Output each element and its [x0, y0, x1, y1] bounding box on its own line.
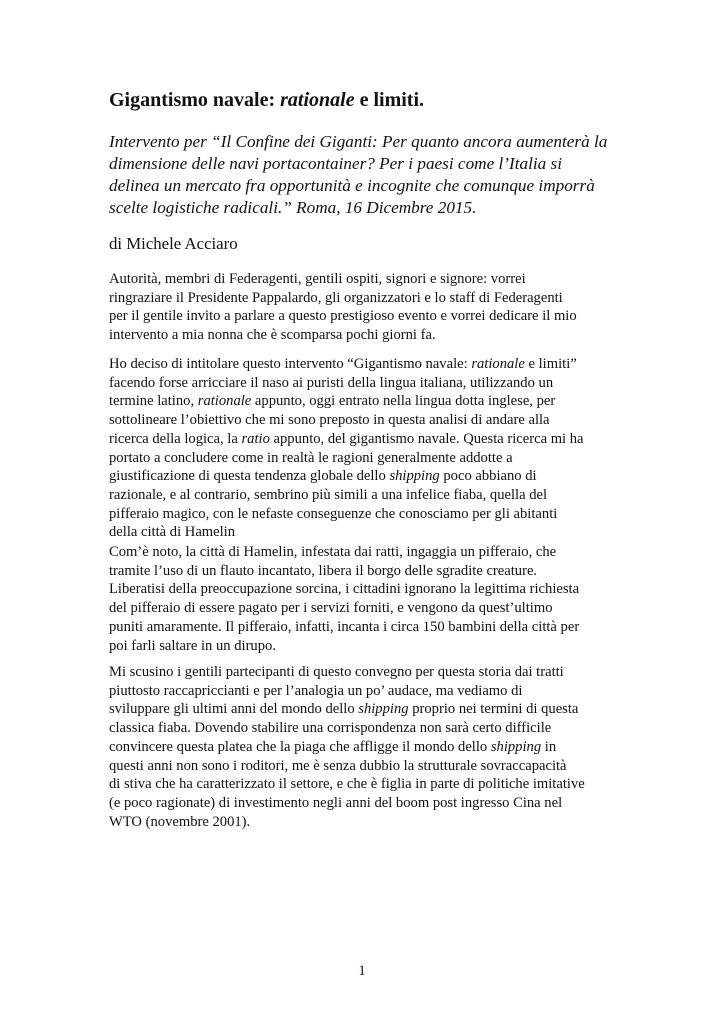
paragraph-line: [109, 700, 629, 719]
paragraph-line: [109, 738, 629, 757]
subtitle-line: scelte logistiche radicali.” Roma, 16 Dicembre 2015.: [109, 198, 477, 217]
italic-term: rationale: [197, 393, 252, 410]
paragraph-line: per il gentile invito a parlare a questo prestigioso evento e vorrei dedicare il mio: [109, 308, 577, 325]
italic-term: shipping: [389, 468, 440, 485]
paragraph-2: [109, 355, 629, 542]
paragraph-line: razionale, e al contrario, sembrino più simili a una infelice fiaba, quella del: [109, 486, 548, 503]
paragraph-4: [109, 663, 629, 831]
text-run: giustificazione di questa tendenza globale dello: [109, 468, 390, 485]
paragraph-line: piuttosto raccapriccianti e per l’analogia un po’ audace, ma vediamo di: [109, 682, 523, 699]
paragraph-line: puniti amaramente. Il pifferaio, infatti, incanta i circa 150 bambini della città per: [109, 618, 580, 635]
paragraph-line: Mi scusino i gentili partecipanti di questo convegno per questa storia dai tratti: [109, 664, 564, 680]
title-part-1: Gigantismo navale:: [109, 89, 281, 111]
paragraph-line: WTO (novembre 2001).: [109, 813, 251, 830]
paragraph-line: Liberatisi della preoccupazione sorcina, i cittadini ignorano la legittima richiesta: [109, 581, 580, 598]
page-number: 1: [358, 963, 366, 979]
italic-term: rationale: [471, 356, 525, 372]
paragraph-line: di stiva che ha caratterizzato il settore, e che è figlia in parte di politiche imitative: [109, 776, 585, 793]
paragraph-line: questi anni non sono i roditori, me è senza dubbio la strutturale sovraccapacità: [109, 757, 567, 774]
paragraph-line: pifferaio magico, con le nefaste conseguenze che conosciamo per gli abitanti: [109, 505, 558, 522]
subtitle-line: delinea un mercato fra opportunità e incognite che comunque imporrà: [109, 176, 595, 195]
paragraph-line: Com’è noto, la città di Hamelin, infestata dai ratti, ingaggia un pifferaio, che: [109, 544, 557, 560]
title-part-3: e limiti.: [354, 89, 425, 111]
text-run: e limiti”: [524, 356, 577, 372]
text-run: in: [541, 738, 557, 755]
text-run: termine latino,: [109, 393, 198, 410]
paragraph-line: del pifferaio di essere pagato per i servizi forniti, e vengono da quest’ultimo: [109, 600, 553, 617]
subtitle-line: Intervento per “Il Confine dei Giganti: Per quanto ancora aumenterà la: [109, 132, 608, 151]
italic-term: shipping: [358, 701, 409, 718]
paragraph-line: della città di Hamelin: [109, 524, 236, 541]
document-subtitle: [109, 131, 629, 219]
paragraph-line: tramite l’uso di un flauto incantato, libera il borgo delle sgradite creature.: [109, 562, 538, 579]
paragraph-line: intervento a mia nonna che è scomparsa pochi giorni fa.: [109, 327, 436, 344]
title-part-2-italic: rationale: [280, 89, 355, 111]
text-run: sviluppare gli ultimi anni del mondo dello: [109, 701, 359, 718]
paragraph-line: Autorità, membri di Federagenti, gentili ospiti, signori e signore: vorrei: [109, 271, 526, 287]
text-run: Ho deciso di intitolare questo intervento “Gigantismo navale:: [109, 356, 472, 372]
author-line: di Michele Acciaro: [109, 234, 238, 253]
paragraph-line: [109, 355, 629, 374]
paragraph-line: facendo forse arricciare il naso ai puristi della lingua italiana, utilizzando un: [109, 374, 554, 391]
text-run: appunto, del gigantismo navale. Questa ricerca mi ha: [269, 430, 584, 447]
text-run: poco abbiano di: [439, 468, 537, 485]
paragraph-line: ringraziare il Presidente Pappalardo, gli organizzatori e lo staff di Federagenti: [109, 289, 563, 306]
paragraph-3: [109, 543, 629, 655]
text-run: appunto, oggi entrato nella lingua dotta inglese, per: [251, 393, 556, 410]
paragraph-line: sottolineare l’obiettivo che mi sono preposto in questa analisi di andare alla: [109, 412, 550, 429]
paragraph-line: (e poco ragionate) di investimento negli anni del boom post ingresso Cina nel: [109, 794, 563, 811]
paragraph-line: poi farli saltare in un dirupo.: [109, 637, 276, 654]
italic-term: shipping: [490, 738, 542, 755]
paragraph-1: [109, 270, 629, 345]
italic-term: ratio: [241, 430, 270, 447]
paragraph-line: classica fiaba. Dovendo stabilire una corrispondenza non sarà certo difficile: [109, 720, 552, 737]
text-run: proprio nei termini di questa: [408, 701, 579, 718]
paragraph-line: portato a concludere come in realtà le ragioni generalmente addotte a: [109, 449, 513, 466]
paragraph-line: [109, 392, 629, 411]
paragraph-line: [109, 467, 629, 486]
text-run: ricerca della logica, la: [109, 430, 242, 447]
text-run: convincere questa platea che la piaga che affligge il mondo dello: [109, 738, 491, 755]
document-title: [109, 86, 424, 114]
paragraph-line: [109, 430, 629, 449]
subtitle-line: dimensione delle navi portacontainer? Per i paesi come l’Italia si: [109, 154, 562, 173]
